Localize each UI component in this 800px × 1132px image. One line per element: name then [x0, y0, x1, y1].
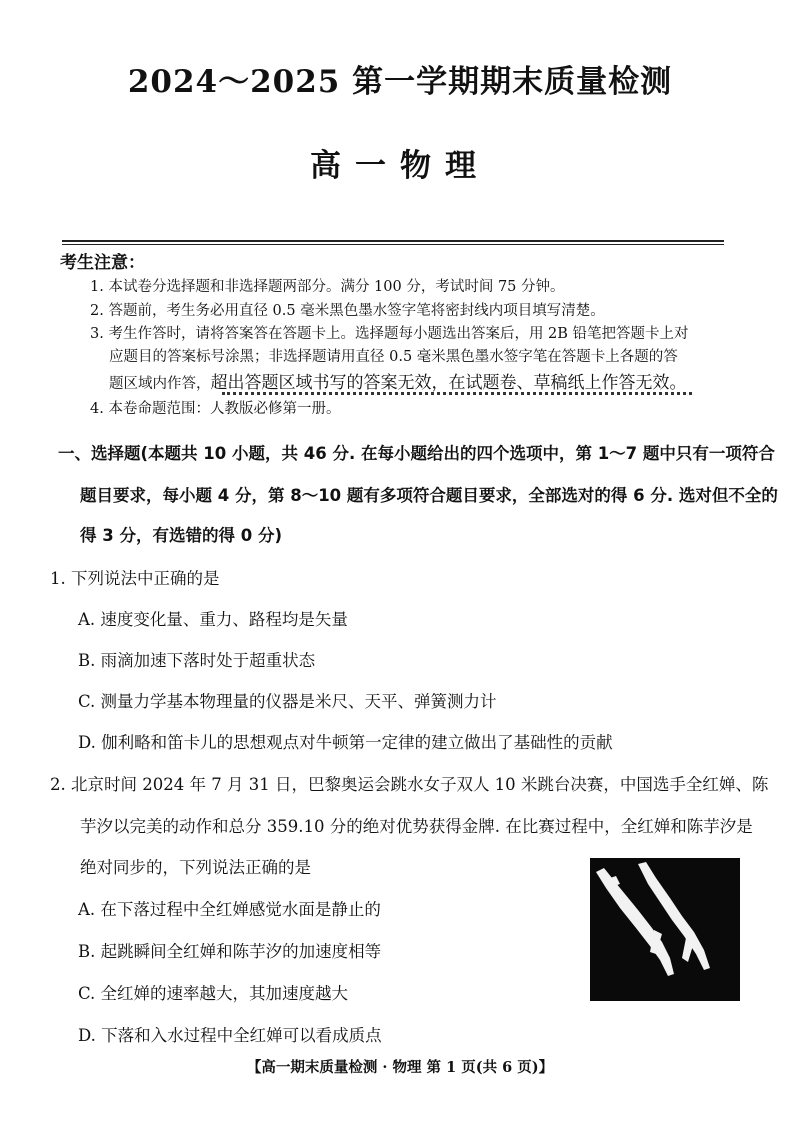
notice-item-2: 2. 答题前，考生务必用直径 0.5 毫米黑色墨水签字笔将密封线内项目填写清楚。 — [90, 303, 605, 319]
page-footer: 【高一期末质量检测 · 物理 第 1 页(共 6 页)】 — [246, 1059, 554, 1076]
question-2-option-c: C. 全红婵的速率越大，其加速度越大 — [78, 984, 349, 1003]
question-2-option-d: D. 下落和入水过程中全红婵可以看成质点 — [78, 1026, 382, 1045]
question-1-stem: 1. 下列说法中正确的是 — [50, 569, 220, 588]
question-1-option-d: D. 伽利略和笛卡儿的思想观点对牛顿第一定律的建立做出了基础性的贡献 — [78, 733, 613, 752]
notice-item-3-line-1: 3. 考生作答时，请将答案答在答题卡上。选择题每小题选出答案后，用 2B 铅笔把答题卡上对 — [90, 326, 689, 342]
question-2-stem-line-1: 2. 北京时间 2024 年 7 月 31 日，巴黎奥运会跳水女子双人 10 米跳台决赛，中国选手全红婵、陈 — [50, 775, 769, 794]
subject-title: 高一物理 — [310, 148, 490, 184]
notice-item-3-line-3-start: 题区域内作答， — [109, 376, 211, 392]
header-rule-thin — [62, 244, 724, 245]
question-2-stem-line-3: 绝对同步的，下列说法正确的是 — [80, 858, 311, 877]
divers-photo — [590, 858, 740, 1001]
notice-item-1: 1. 本试卷分选择题和非选择题两部分。满分 100 分，考试时间 75 分钟。 — [90, 279, 565, 295]
question-2-option-a: A. 在下落过程中全红婵感觉水面是静止的 — [78, 900, 381, 919]
notice-item-3-line-3 — [109, 368, 687, 393]
notice-item-3-line-2: 应题目的答案标号涂黑；非选择题请用直径 0.5 毫米黑色墨水签字笔在答题卡上各题的答 — [109, 349, 678, 365]
section-instructions-line-1: 一、选择题(本题共 10 小题，共 46 分. 在每小题给出的四个选项中，第 1～7 题中只有一项符合 — [58, 444, 775, 463]
notice-heading: 考生注意： — [60, 253, 145, 273]
section-instructions-line-3: 得 3 分，有选错的得 0 分) — [80, 526, 282, 545]
question-1-option-c: C. 测量力学基本物理量的仪器是米尺、天平、弹簧测力计 — [78, 692, 497, 711]
exam-title: 2024～2025 第一学期期末质量检测 — [127, 64, 673, 100]
notice-item-4: 4. 本卷命题范围：人教版必修第一册。 — [90, 401, 341, 417]
question-1-option-b: B. 雨滴加速下落时处于超重状态 — [78, 651, 316, 670]
emphasis-dots — [222, 392, 692, 395]
header-rule — [62, 240, 724, 242]
question-1-option-a: A. 速度变化量、重力、路程均是矢量 — [78, 610, 348, 629]
question-2-option-b: B. 起跳瞬间全红婵和陈芋汐的加速度相等 — [78, 942, 382, 961]
notice-emphasis-text: 超出答题区域书写的答案无效，在试题卷、草稿纸上作答无效。 — [210, 373, 687, 393]
divers-silhouette-graphic — [590, 858, 740, 1001]
section-instructions-line-2: 题目要求，每小题 4 分，第 8～10 题有多项符合题目要求，全部选对的得 6 分. 选对但不全的 — [80, 486, 778, 505]
question-2-stem-line-2: 芋汐以完美的动作和总分 359.10 分的绝对优势获得金牌. 在比赛过程中，全红婵和陈芋汐是 — [80, 817, 753, 836]
